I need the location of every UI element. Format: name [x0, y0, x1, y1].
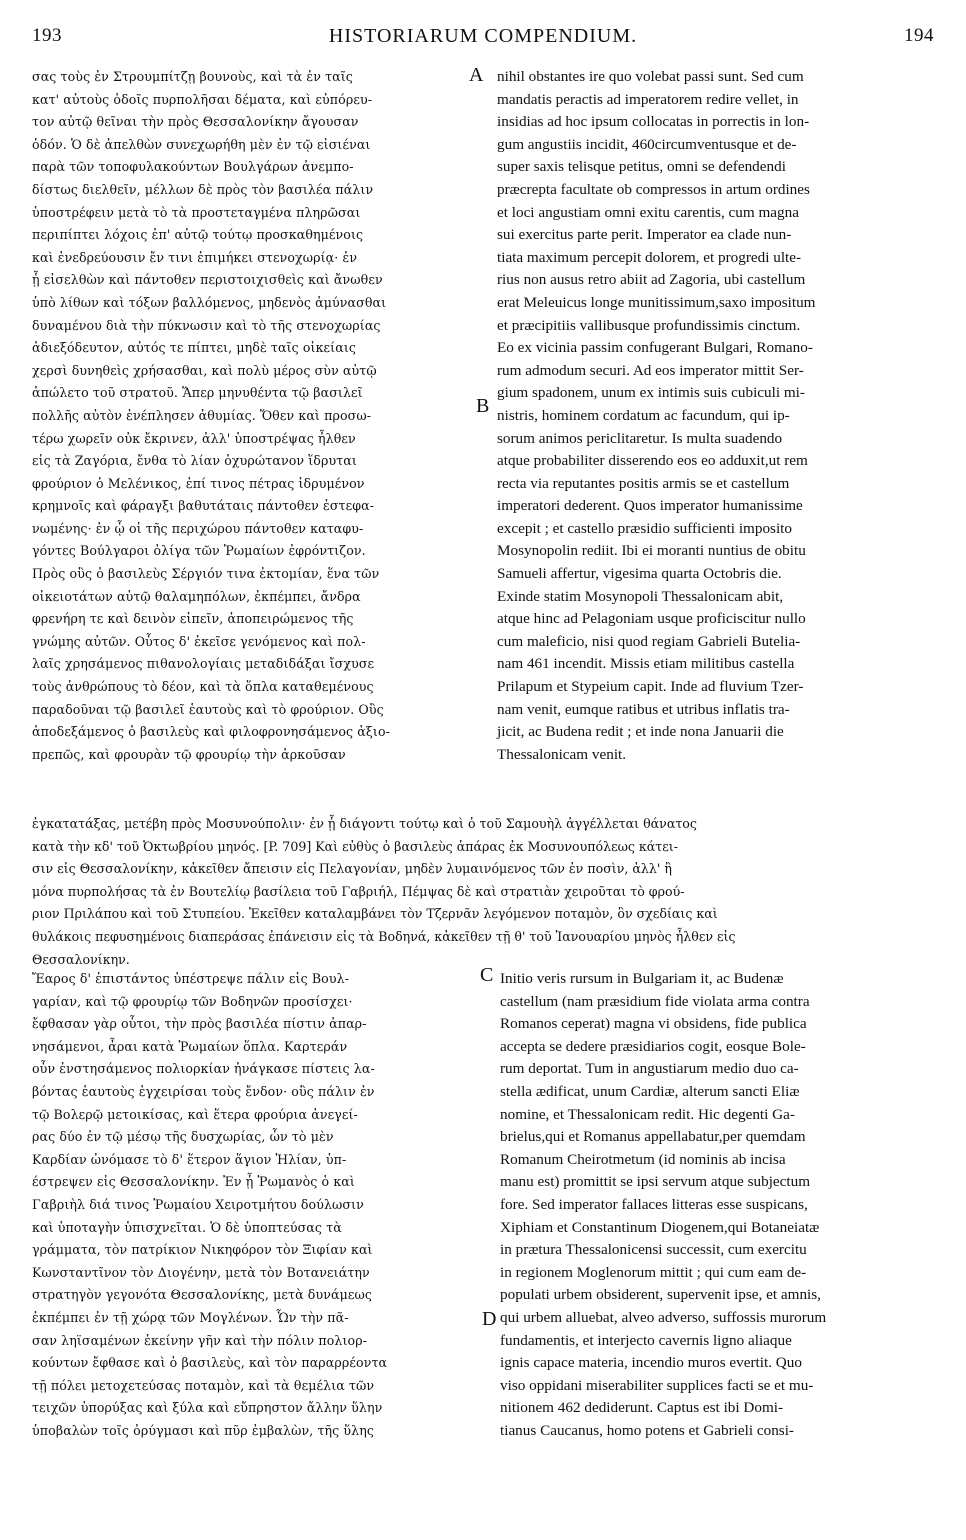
latin-text-line: nam 461 incendit. Missis etiam militibus castella [497, 655, 795, 673]
greek-text-line: περιπίπτει λόχοις ἐπ' αὐτῷ τούτῳ προσκαθημένοις [32, 227, 364, 243]
greek-column-bottom [32, 968, 472, 1442]
latin-text-line: cum maleficio, nisi quod regiam Gabrieli Butelia- [497, 632, 801, 650]
greek-text-line: ἔφθασαν γὰρ οὗτοι, τὴν πρὸς βασιλέα πίστιν ἀπαρ- [32, 1016, 367, 1032]
greek-text-line: πολλῆς αὐτὸν ἐνέπλησεν ἀθυμίας. Ὅθεν καὶ προσω- [32, 407, 372, 423]
greek-text-line: Ἔαρος δ' ἐπιστάντος ὑπέστρεψε πάλιν εἰς Βουλ- [32, 971, 350, 986]
latin-text-line: tianus Caucanus, homo potens et Gabrieli consi- [500, 1421, 794, 1439]
latin-text-line: nistris, hominem cordatum ac facundum, qui ip- [497, 406, 790, 424]
greek-text-line: μόνα πυρπολήσας τὰ ἐν Βουτελίῳ βασίλεια τοῦ Γαβριήλ, Πέμψας δὲ καὶ στρατιὰν χειροῦται τὸ φρού- [32, 883, 685, 899]
greek-text-line: χερσὶ δυνηθεὶς χρήσασθαι, καὶ πολὺ μέρος σὺν αὐτῷ [32, 362, 377, 378]
greek-text-line: φρούριον ὁ Μελένικος, ἐπί τινος πέτρας ἱδρυμένον [32, 475, 365, 491]
greek-text-line: κρημνοῖς καὶ φάραγξι βαθυτάταις πάντοθεν ἐστεφα- [32, 498, 375, 514]
latin-text-line: viso oppidani miserabiliter supplices facti se et mu- [500, 1376, 814, 1394]
latin-text-line: præcrepta facultate ob compressos in artum ordines [497, 180, 810, 198]
greek-text-line: ἀποδεξάμενος ὁ βασιλεὺς καὶ φιλοφρονησάμενος ἀξιο- [32, 724, 390, 740]
greek-text-line: ὁδόν. Ὁ δὲ ἀπελθὼν συνεχωρήθη μὲν ἐν τῷ εἰσιέναι [32, 136, 371, 152]
latin-text-line: rum admodum securi. Ad eos imperator mittit Ser- [497, 361, 804, 379]
latin-text-line: excepit ; et castello præsidio sufficienti imposito [497, 519, 792, 537]
latin-text-line: Eo ex vicinia passim confugerant Bulgari, Romano- [497, 339, 813, 357]
latin-text-line: nam venit, eumque ratibus et utribus inflatis tra- [497, 700, 790, 718]
latin-text-line: ignis capace materia, incendio muros evertit. Quo [500, 1354, 802, 1372]
margin-marker-b: B [476, 395, 490, 417]
greek-text-line: Γαβριὴλ διά τινος Ῥωμαίου Χειροτμήτου δούλωσιν [32, 1196, 364, 1212]
margin-marker-c: C [480, 964, 494, 986]
latin-text-line: Mosynopolin rediit. Ibi ei moranti nuntius de obitu [497, 542, 806, 560]
greek-text-line: Πρὸς οὓς ὁ βασιλεὺς Σέργιόν τινα ἐκτομίαν, ἕνα τῶν [32, 566, 380, 582]
latin-text-line: nitionem 462 dediderunt. Captus est ibi Domi- [500, 1399, 784, 1417]
greek-text-line: θυλάκοις πεφυσημένοις διαπεράσας ἐπάνεισιν εἰς τὰ Βοδηνά, κἀκεῖθεν τῇ θ' τοῦ Ἰανουαρίου μηνὸς ἦλθεν εἰς [32, 928, 736, 944]
latin-text-line: Romanum Cheirotmetum (id nominis ab incisa [500, 1150, 786, 1168]
latin-text-line: fore. Sed imperator fallaces litteras esse suspicans, [500, 1195, 808, 1213]
latin-text-line: accepta se dedere præsidiarios cogit, eosque Bole- [500, 1037, 806, 1055]
greek-text-line: τῇ πόλει μετοχετεύσας ποταμὸν, καὶ τὰ θεμέλια τῶν [32, 1377, 375, 1393]
greek-text-line: στρατηγὸν γεγονότα Θεσσαλονίκης, μετὰ δυνάμεως [32, 1287, 373, 1303]
greek-text-line: σας τοὺς ἐν Στρουμπίτζῃ βουνοὺς, καὶ τὰ ἐν ταῖς [32, 69, 353, 84]
latin-text-line: castellum (nam præsidium fide violata arma contra [500, 992, 810, 1010]
latin-text-line: Exinde statim Mosynopoli Thessalonicam abit, [497, 587, 784, 605]
greek-text-line: γόντες Βούλγαροι ὀλίγα τῶν Ῥωμαίων ἐφρόντιζον. [32, 543, 366, 559]
greek-text-line: φρενήρη τε καὶ δεινὸν εἰπεῖν, ἀποπειρώμενος τῆς [32, 611, 354, 627]
greek-text-line: νησάμενοι, ἆραι κατὰ Ῥωμαίων ὅπλα. Καρτεράν [32, 1038, 348, 1054]
latin-text-line: imperatori dederent. Quos imperator humanissime [497, 497, 803, 515]
latin-text-line: sorum animos periclitaretur. Is multa suadendo [497, 429, 783, 447]
greek-text-line: Θεσσαλονίκην. [32, 951, 130, 967]
latin-text-line: Samueli affertur, vigesima quarta Octobris die. [497, 565, 782, 583]
latin-text-line: gium spadonem, unum ex intimis suis cubiculi mi- [497, 384, 805, 402]
page-header [32, 16, 934, 56]
greek-text-line: πρεπῶς, καὶ φρουρὰν τῷ φρουρίῳ τὴν ἀρκοῦσαν [32, 746, 346, 762]
latin-text-line: erat Meleuicus longe munitissimum,saxo impositum [497, 293, 816, 311]
greek-text-line: ἐγκατατάξας, μετέβη πρὸς Μοσυνούπολιν· ἐν ᾗ διάγοντι τούτῳ καὶ ὁ τοῦ Σαμουὴλ ἀγγέλλεται θάνατος [32, 816, 697, 831]
greek-text-line: γράμματα, τὸν πατρίκιον Νικηφόρον τὸν Ξιφίαν καὶ [32, 1242, 373, 1258]
greek-text-line: δίστως διελθεῖν, μέλλων δὲ πρὸς τὸν βασιλέα πάλιν [32, 181, 374, 197]
greek-text-line: οἰκειοτάτων αὐτῷ θαλαμηπόλων, ἐκπέμπει, ἄνδρα [32, 588, 361, 604]
greek-text-line: έστρεψεν εἰς Θεσσαλονίκην. Ἐν ᾗ Ῥωμανὸς ὁ καὶ [32, 1174, 355, 1190]
greek-text-line: ἀδιεξόδευτον, αὐτός τε πίπτει, μηδὲ ταῖς οἰκείαις [32, 340, 357, 356]
latin-text-line: sui exercitus parte perit. Imperator ea clade nun- [497, 226, 792, 244]
left-page-number: 193 [32, 25, 62, 46]
latin-text-line: populati urbem obsiderent, supervenit ipse, et amnis, [500, 1286, 821, 1304]
latin-text-line: mandatis peractis ad imperatorem redire vellet, in [497, 90, 799, 108]
greek-text-line: τοὺς ἀνθρώπους τὸ δέον, καὶ τὰ ὅπλα καταθεμένους [32, 679, 374, 695]
running-title: HISTORIARUM COMPENDIUM. [328, 24, 638, 47]
greek-text-line: ᾗ εἰσελθὼν καὶ πάντοθεν περιστοιχισθεὶς καὶ ἄνωθεν [32, 272, 383, 288]
greek-text-line: ριον Πριλάπου καὶ τοῦ Στυπείου. Ἐκεῖθεν καταλαμβάνει τὸν Τζερνᾶν λεγόμενον ποταμὸν, ὃν σχεδίαις καὶ [32, 906, 718, 922]
greek-text-line: σιν εἰς Θεσσαλονίκην, κἀκεῖθεν ἄπεισιν εἰς Πελαγονίαν, μηδὲν λυμαινόμενος τῶν ἐν ποσὶν, ἀλλ' ἢ [32, 861, 672, 877]
greek-text-line: παρὰ τῶν τοποφυλακούντων Βουλγάρων ἀνεμπο- [32, 159, 354, 175]
latin-text-line: manu est) promittit se ipsi servum atque subjectum [500, 1173, 811, 1191]
latin-text-line: qui urbem alluebat, alveo adverso, suffossis murorum [500, 1308, 827, 1326]
latin-text-line: et præcipitiis vallibusque profundissimis cinctum. [497, 316, 801, 334]
latin-column-bottom [500, 968, 940, 1442]
greek-text-line: ἐκπέμπει ἐν τῇ χώρᾳ τῶν Μογλένων. Ὧν τὴν πᾶ- [32, 1309, 349, 1325]
greek-text-line: παραδοῦναι τῷ βασιλεῖ ἑαυτοὺς καὶ τὸ φρούριον. Οὓς [32, 701, 384, 717]
greek-text-line: τέρω χωρεῖν οὐκ ἔκρινεν, ἀλλ' ὑποστρέψας ἦλθεν [32, 430, 356, 446]
latin-text-line: super saxis telisque petitus, omni se defendendi [497, 158, 786, 176]
latin-text-line: insidias ad hoc ipsum collocatas in porrectis in lon- [497, 113, 810, 131]
latin-text-line: Thessalonicam venit. [497, 745, 627, 763]
greek-text-line: κατὰ τὴν κδ' τοῦ Ὀκτωβρίου μηνός. [P. 709] Καὶ εὐθὺς ὁ βασιλεὺς ἀπάρας ἐκ Μοσυνουπόλεως κάτει- [32, 838, 678, 854]
latin-text-line: Prilapum et Stypeium capit. Inde ad fluvium Tzer- [497, 678, 804, 696]
greek-text-line: γαρίαν, καὶ τῷ φρουρίῳ τῶν Βοδηνῶν προσίσχει· [32, 993, 353, 1009]
margin-marker-d: D [482, 1308, 497, 1330]
greek-column-top [32, 66, 462, 766]
greek-text-line: καὶ ὑποταγὴν ὑπισχνεῖται. Ὁ δὲ ὑποπτεύσας τὰ [32, 1219, 342, 1235]
latin-text-line: fundamentis, et interjecto cavernis ligno aliaque [500, 1331, 792, 1349]
greek-text-line: οὖν ἐνστησάμενος πολιορκίαν ἠνάγκασε πίστεις λα- [32, 1061, 375, 1077]
greek-text-line: λαῖς χρησάμενος πιθανολογίαις μεταδιδάξαι ἴσχυσε [32, 656, 375, 672]
greek-text-line: κατ' αὐτοὺς ὁδοῖς πυρπολῆσαι δέματα, καὶ εὐπόρευ- [32, 91, 373, 107]
greek-text-line: βόντας ἑαυτοὺς ἐγχειρίσαι τοὺς ἔνδον· οὓς πάλιν ἐν [32, 1083, 375, 1099]
latin-text-line: Initio veris rursum in Bulgariam it, ac Budenæ [500, 970, 784, 987]
latin-text-line: atque hinc ad Pelagoniam usque proficiscitur nullo [497, 610, 806, 628]
greek-text-line: ρας δύο ἐν τῷ μέσῳ τῆς δυσχωρίας, ὧν τὸ μὲν [32, 1129, 334, 1145]
greek-text-line: σαν ληϊσαμένων ἐκείνην γῆν καὶ τὴν πόλιν πολιορ- [32, 1332, 368, 1348]
latin-text-line: atque probabiliter disserendo eos eo adduxit,ut rem [497, 452, 808, 470]
greek-text-line: γνώμης αὐτῶν. Οὗτος δ' ἐκεῖσε γενόμενος καὶ πολ- [32, 633, 366, 649]
greek-text-line: καὶ ἐνεδρεύουσιν ἔν τινι ἐπιμήκει στενοχωρίᾳ· ἐν [32, 249, 358, 265]
greek-text-line: Καρδίαν ὠνόμασε τὸ δ' ἕτερον ἅγιον Ἠλίαν, ὑπ- [32, 1151, 347, 1167]
greek-text-line: ἀπώλετο τοῦ στρατοῦ. Ἅπερ μηνυθέντα τῷ βασιλεῖ [32, 385, 363, 401]
latin-text-line: stella ædificat, unum Cardiæ, alterum sancti Eliæ [500, 1082, 800, 1100]
greek-text-line: δυναμένου διὰ τὴν πύκνωσιν καὶ τὸ τῆς στενοχωρίας [32, 317, 381, 333]
greek-text-line: ὑποβαλὼν τοῖς ὀρύγμασι καὶ πῦρ ἐμβαλὼν, τῆς ὕλης [32, 1422, 375, 1438]
latin-text-line: nomine, et Thessalonicam redit. Hic degenti Ga- [500, 1105, 795, 1123]
latin-text-line: nihil obstantes ire quo volebat passi sunt. Sed cum [497, 68, 804, 85]
greek-text-line: τῷ Βολερῷ μετοικίσας, καὶ ἕτερα φρούρια ἀνεγεί- [32, 1106, 358, 1122]
greek-text-line: τον αὐτῷ θεῖναι τὴν πρὸς Θεσσαλονίκην ἄγουσαν [32, 114, 359, 130]
margin-marker-a: A [469, 64, 484, 86]
latin-text-line: et loci angustiam omni exitu carentis, cum magna [497, 203, 799, 221]
right-page-number: 194 [904, 25, 934, 46]
latin-text-line: gum angustiis incidit, 460circumventusque et de- [497, 135, 797, 153]
latin-text-line: jicit, ac Budena redit ; et inde nona Januarii die [497, 723, 784, 741]
latin-text-line: Xiphiam et Constantinum Diogenem,qui Botaneiatæ [500, 1218, 820, 1236]
latin-text-line: brielus,qui et Romanus appellabatur,per quemdam [500, 1128, 806, 1146]
greek-text-line: νωμένης· ἐν ᾧ οἱ τῆς περιχώρου πάντοθεν καταφυ- [32, 520, 364, 536]
greek-text-line: ὑπὸ λίθων καὶ τόξων βαλλόμενος, μηδενὸς ἀμύνασθαι [32, 294, 387, 310]
latin-text-line: rius non ausus retro abiit ad Zagoria, ubi castellum [497, 271, 806, 289]
latin-text-line: recta via reputantes positis armis se et castellum [497, 474, 790, 492]
latin-text-line: in regionem Moglenorum mittit ; qui cum eam de- [500, 1263, 807, 1281]
greek-text-line: ὑποστρέφειν μετὰ τὸ τὰ προστεταγμένα πληρῶσαι [32, 204, 361, 220]
latin-text-line: Romanos ceperat) magna vi obsidens, fide publica [500, 1015, 807, 1033]
greek-text-line: τειχῶν ὑπορύξας καὶ ξύλα καὶ εὔπρηστον ἄλλην ὕλην [32, 1400, 383, 1416]
greek-text-line: κούντων ἔφθασε καὶ ὁ βασιλεὺς, καὶ τὸν παραρρέοντα [32, 1355, 388, 1371]
greek-full-width-passage [32, 813, 934, 971]
greek-text-line: Κωνσταντῖνον τὸν Διογένην, μετὰ τὸν Βοτανειάτην [32, 1264, 370, 1280]
latin-text-line: in prætura Thessalonicensi successit, cum exercitu [500, 1241, 807, 1259]
latin-column-top [497, 66, 937, 766]
latin-text-line: tiata maximum percepit dolorem, et progredi ulte- [497, 248, 802, 266]
latin-text-line: rum deportat. Tum in angustiarum medio duo ca- [500, 1060, 799, 1078]
greek-text-line: εἰς τὰ Ζαγόρια, ἔνθα τὸ λίαν ὀχυρώτανον ἵδρυται [32, 453, 357, 469]
